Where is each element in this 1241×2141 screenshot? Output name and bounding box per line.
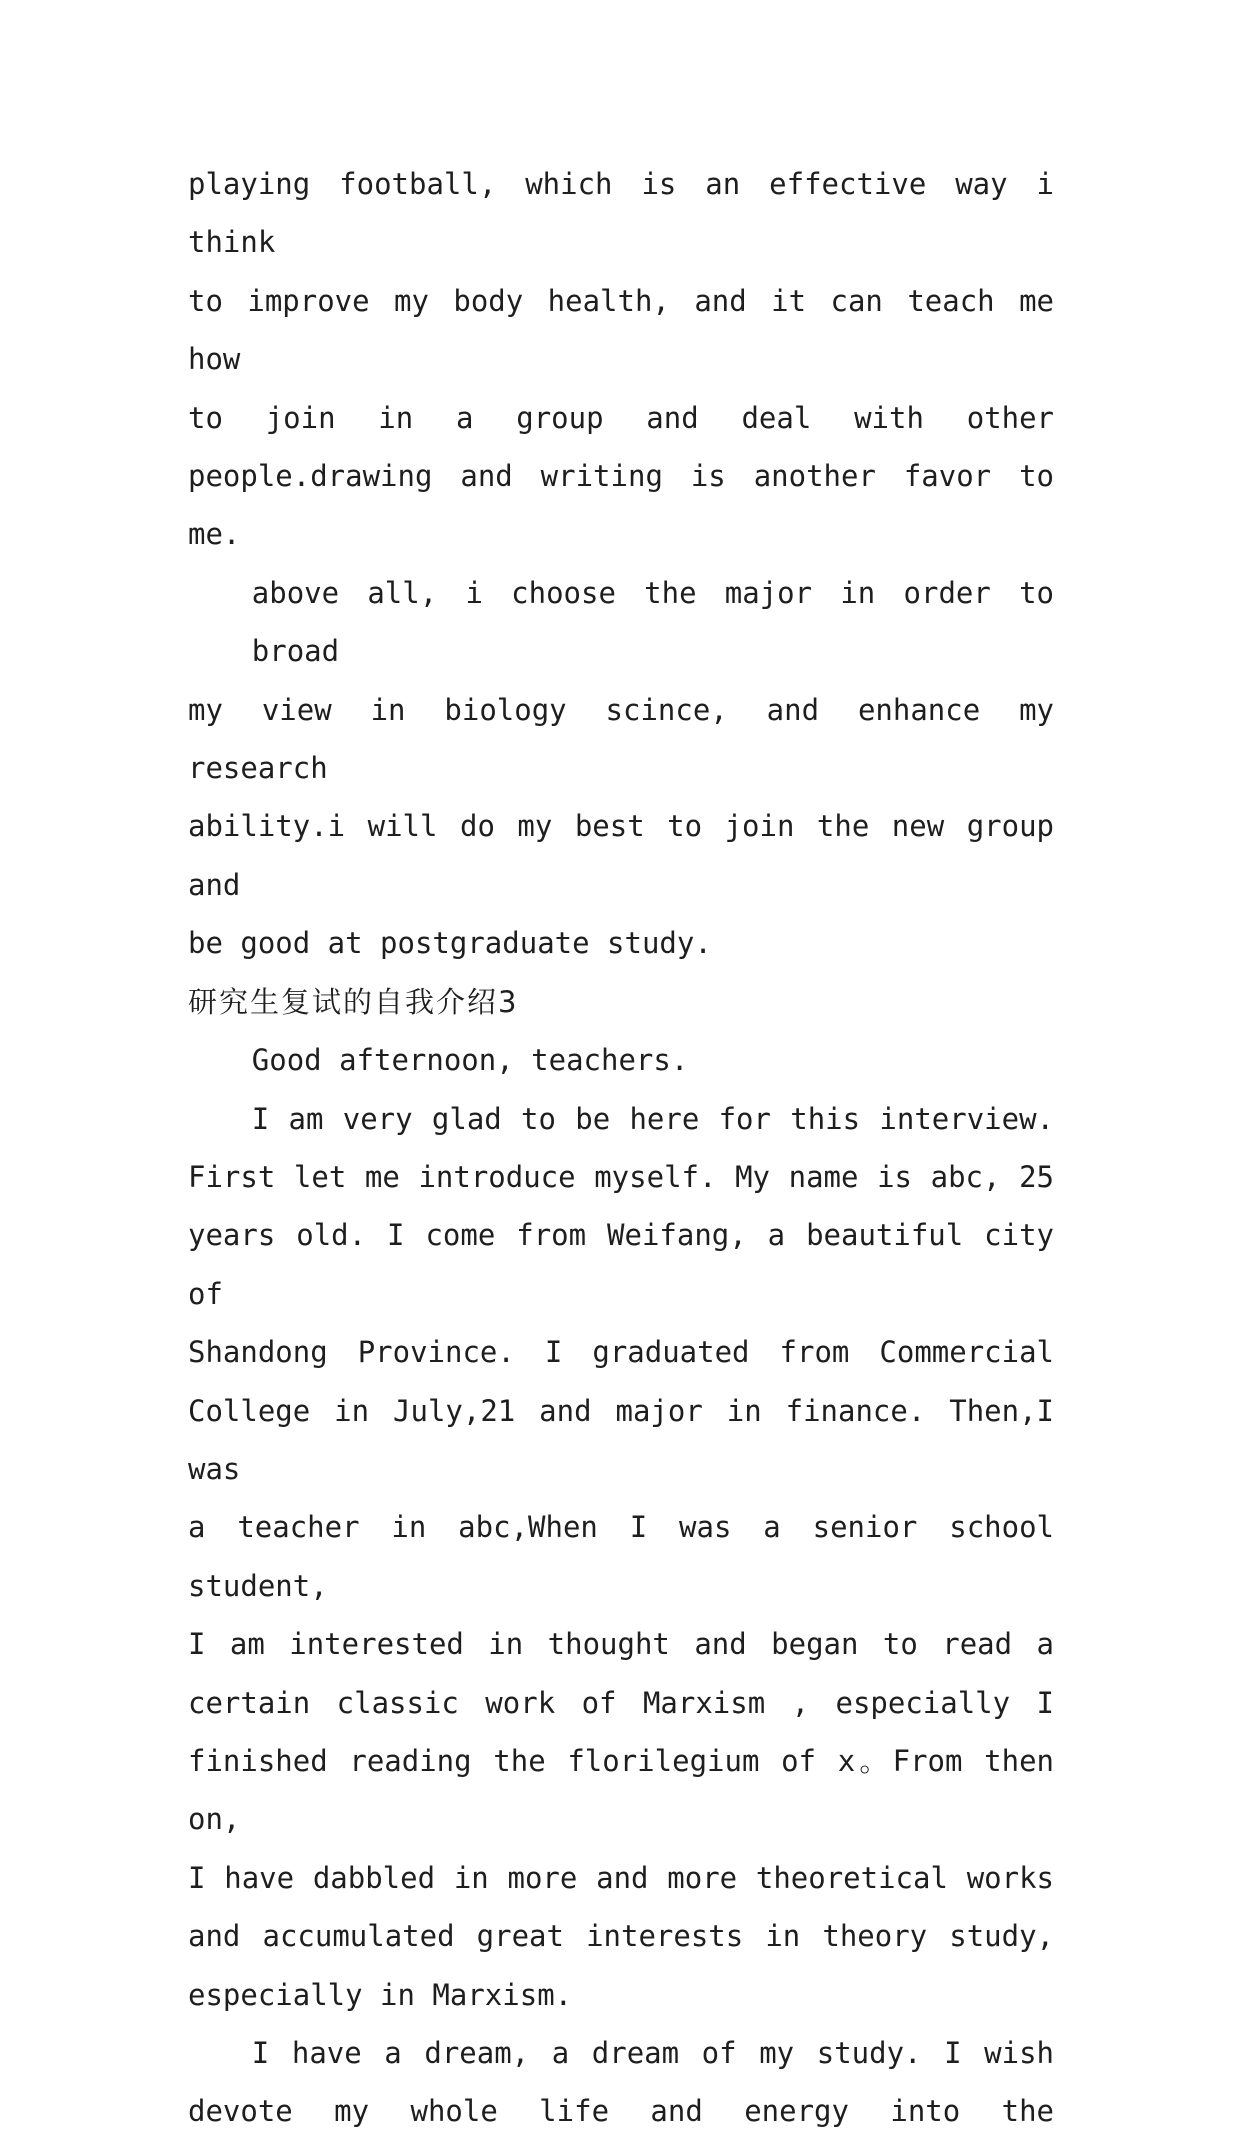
text-line: years old. I come from Weifang, a beautiful city of — [188, 1218, 1054, 1311]
text-line: Shandong Province. I graduated from Commercial — [188, 1335, 1054, 1370]
text-line: to improve my body health, and it can teach me how — [188, 283, 1054, 377]
paragraph-hobbies — [188, 155, 1054, 564]
text-line: playing football, which is an effective way i think — [188, 167, 1054, 260]
text-line: and accumulated great interests in theory study, — [188, 1919, 1054, 1954]
text-line: people.drawing and writing is another favor to me. — [188, 459, 1054, 552]
text-line: Good afternoon, teachers. — [251, 1043, 689, 1078]
text-line: I have a dream, a dream of my study. I wish — [251, 2036, 1054, 2070]
text-line: be good at postgraduate study. — [188, 926, 712, 961]
text-line: especially in Marxism. — [188, 1977, 573, 2012]
document-page — [188, 155, 1054, 2141]
text-line: my view in biology scince, and enhance my research — [188, 692, 1054, 786]
text-line: a teacher in abc,When I was a senior school student, — [188, 1510, 1054, 1603]
text-line: I am interested in thought and began to read a — [188, 1627, 1054, 1662]
text-line: devote my whole life and energy into the — [188, 2094, 1054, 2129]
paragraph-introduction — [188, 1090, 1054, 2025]
text-line: to join in a group and deal with other — [188, 400, 1054, 435]
text-line: First let me introduce myself. My name is abc, 25 — [188, 1159, 1054, 1194]
text-line: I have dabbled in more and more theoretical works — [188, 1860, 1054, 1895]
paragraph-greeting — [188, 1031, 1054, 1089]
text-line: I am very glad to be here for this interview. — [251, 1101, 1054, 1136]
text-line: ability.i will do my best to join the new group and — [188, 809, 1054, 902]
section-heading: 研究生复试的自我介绍3 — [188, 984, 519, 1019]
paragraph-dream — [188, 2024, 1054, 2141]
paragraph-major-choice — [188, 564, 1054, 973]
text-line: finished reading the florilegium of x。From then on, — [188, 1743, 1054, 1837]
text-line: College in July,21 and major in finance. Then,I was — [188, 1393, 1054, 1486]
text-line: above all, i choose the major in order to broad — [251, 575, 1054, 669]
text-line: certain classic work of Marxism , especially I — [188, 1685, 1054, 1720]
